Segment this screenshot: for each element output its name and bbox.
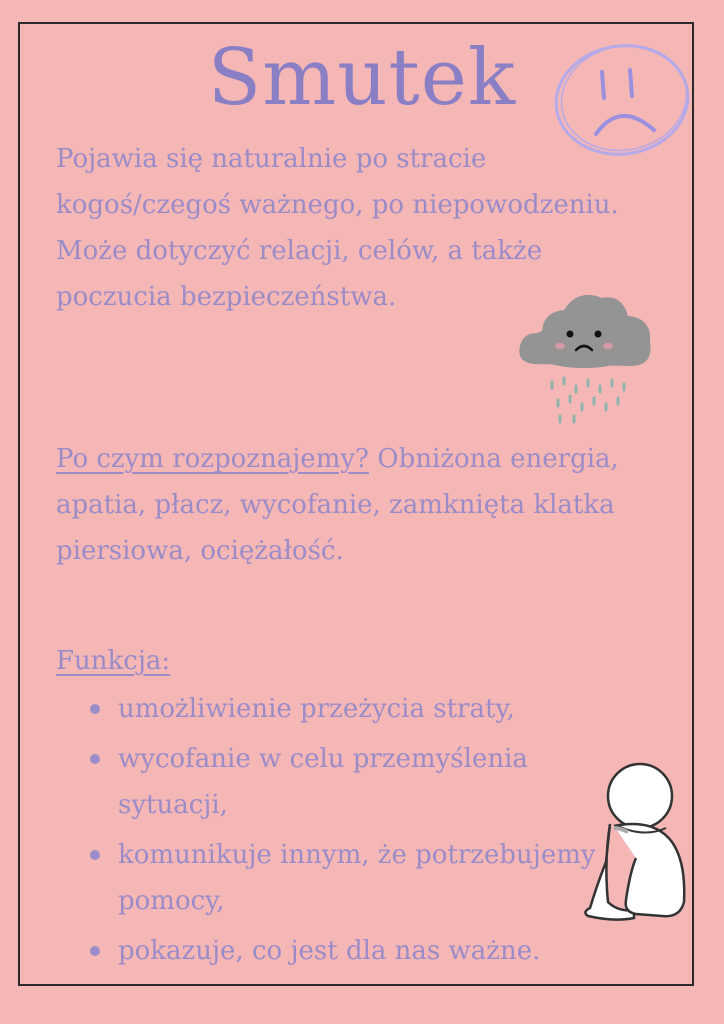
rain-cloud-icon: [512, 282, 658, 428]
list-item: wycofanie w celu przemyślenia sytuacji,: [86, 736, 606, 828]
function-heading: Funkcja:: [56, 646, 171, 676]
intro-paragraph: Pojawia się naturalnie po stracie kogoś/czegoś ważnego, po niepowodzeniu. Może dotyczyć relacji, celów, a także poczucia bezpieczeństwa.: [56, 144, 619, 312]
sitting-person-icon: [574, 762, 694, 926]
recognize-heading: Po czym rozpoznajemy?: [56, 444, 369, 474]
bullet: [90, 850, 100, 860]
page-title: Smutek: [207, 33, 517, 123]
bullet: [90, 754, 100, 764]
recognize-text: Obniżona energia, apatia, płacz, wycofanie, zamknięta klatka piersiowa, ociężałość.: [56, 444, 619, 566]
function-list: [86, 686, 606, 978]
bullet: [90, 946, 100, 956]
list-item: pokazuje, co jest dla nas ważne.: [86, 928, 606, 974]
list-item: umożliwienie przeżycia straty,: [86, 686, 606, 732]
recognize-paragraph: [56, 436, 696, 574]
bullet: [90, 704, 100, 714]
list-item: komunikuje innym, że potrzebujemy pomocy,: [86, 832, 606, 924]
